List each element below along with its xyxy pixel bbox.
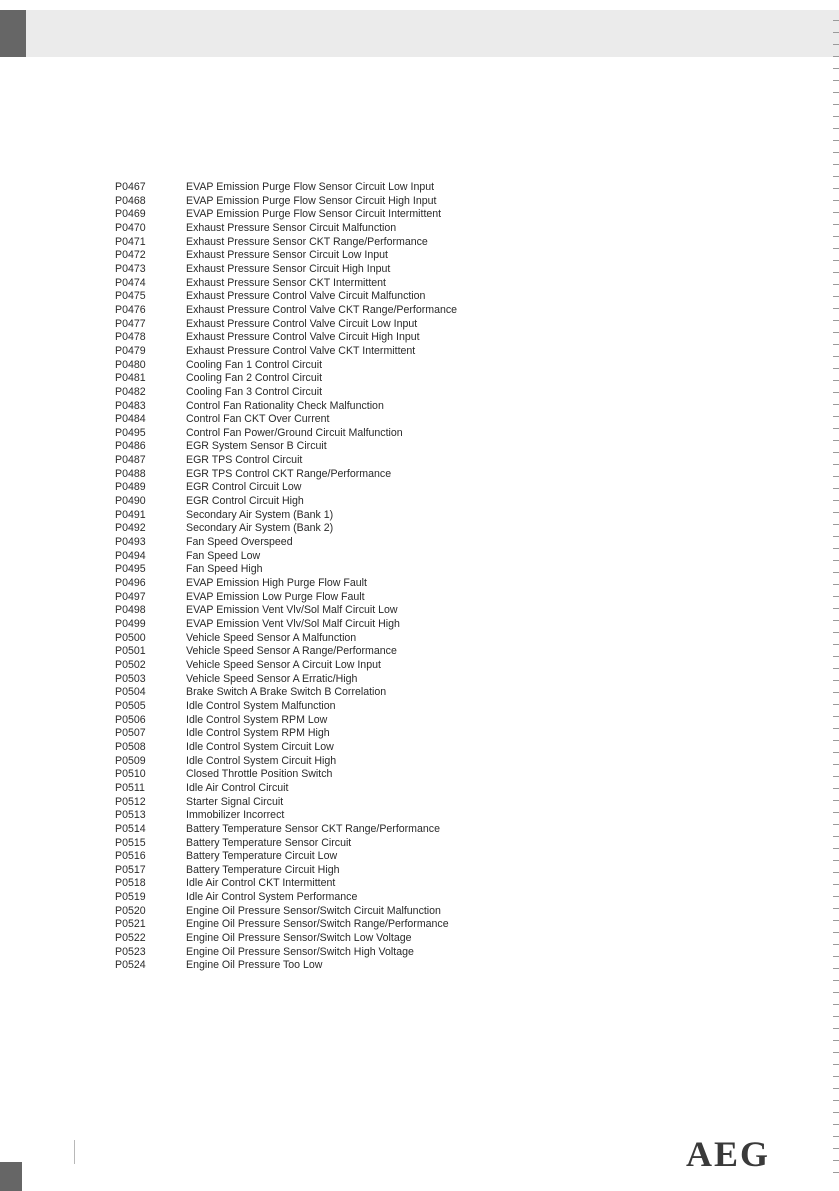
fault-code-row: [115, 946, 457, 960]
crop-tick: [833, 1124, 839, 1125]
crop-tick: [833, 428, 839, 429]
fault-code-row: [115, 413, 457, 427]
fault-code: P0489: [115, 481, 146, 494]
fault-code: P0483: [115, 399, 146, 412]
fault-code-row: [115, 345, 457, 359]
fault-description: Engine Oil Pressure Too Low: [186, 959, 323, 972]
crop-tick: [833, 440, 839, 441]
fault-code-row: [115, 249, 457, 263]
fault-code-row: [115, 782, 457, 796]
crop-tick: [833, 728, 839, 729]
fault-code: P0490: [115, 495, 146, 508]
crop-tick: [833, 680, 839, 681]
fault-description: Exhaust Pressure Control Valve Circuit High Input: [186, 331, 420, 344]
crop-tick: [833, 896, 839, 897]
fault-code-row: [115, 905, 457, 919]
fault-description: Immobilizer Incorrect: [186, 809, 285, 822]
fault-code-row: [115, 796, 457, 810]
fault-description: EVAP Emission Vent Vlv/Sol Malf Circuit Low: [186, 604, 398, 617]
crop-tick: [833, 608, 839, 609]
fault-code: P0502: [115, 658, 146, 671]
fault-code-row: [115, 440, 457, 454]
crop-tick: [833, 704, 839, 705]
fault-code-row: [115, 864, 457, 878]
fault-code-row: [115, 959, 457, 973]
fault-code-row: [115, 645, 457, 659]
fault-code-row: [115, 481, 457, 495]
fault-code-row: [115, 809, 457, 823]
crop-tick: [833, 488, 839, 489]
crop-tick: [833, 1136, 839, 1137]
fault-code-row: [115, 618, 457, 632]
fault-description: Engine Oil Pressure Sensor/Switch Range/Performance: [186, 918, 449, 931]
crop-tick: [833, 380, 839, 381]
fault-code: P0475: [115, 290, 146, 303]
fault-code-row: [115, 850, 457, 864]
fault-code: P0508: [115, 740, 146, 753]
fault-code: P0493: [115, 536, 146, 549]
crop-tick: [833, 116, 839, 117]
crop-tick: [833, 56, 839, 57]
fault-description: Fan Speed Low: [186, 549, 261, 562]
crop-tick: [833, 980, 839, 981]
fault-description: Exhaust Pressure Control Valve Circuit Malfunction: [186, 290, 426, 303]
crop-tick: [833, 512, 839, 513]
fault-description: Vehicle Speed Sensor A Malfunction: [186, 631, 357, 644]
fault-description: EVAP Emission Purge Flow Sensor Circuit Low Input: [186, 181, 435, 193]
fault-description: Control Fan CKT Over Current: [186, 413, 330, 426]
fault-description: Exhaust Pressure Control Valve Circuit Low Input: [186, 317, 418, 330]
fault-code: P0520: [115, 904, 146, 917]
crop-tick: [833, 140, 839, 141]
crop-tick: [833, 500, 839, 501]
crop-tick: [833, 908, 839, 909]
fault-code-row: [115, 318, 457, 332]
fault-code: P0512: [115, 795, 146, 808]
fault-code: P0506: [115, 713, 146, 726]
crop-tick: [833, 1052, 839, 1053]
crop-tick: [833, 536, 839, 537]
fault-code-row: [115, 454, 457, 468]
crop-tick: [833, 332, 839, 333]
fault-description: Secondary Air System (Bank 2): [186, 522, 334, 535]
crop-tick: [833, 692, 839, 693]
fault-code: P0518: [115, 877, 146, 890]
crop-tick: [833, 548, 839, 549]
crop-tick: [833, 356, 839, 357]
fault-code: P0487: [115, 454, 146, 467]
crop-tick: [833, 812, 839, 813]
fault-code-row: [115, 714, 457, 728]
fault-description: Secondary Air System (Bank 1): [186, 508, 334, 521]
fault-code: P0486: [115, 440, 146, 453]
fault-code-row: [115, 277, 457, 291]
fault-code: P0495: [115, 426, 146, 439]
crop-tick: [833, 44, 839, 45]
fault-description: Battery Temperature Circuit High: [186, 863, 340, 876]
fault-description: Exhaust Pressure Sensor Circuit High Input: [186, 262, 391, 275]
fault-code: P0505: [115, 699, 146, 712]
fault-code-row: [115, 823, 457, 837]
crop-tick: [833, 1100, 839, 1101]
fault-code: P0517: [115, 863, 146, 876]
fault-code: P0477: [115, 317, 146, 330]
fault-description: Closed Throttle Position Switch: [186, 768, 333, 781]
crop-tick: [833, 656, 839, 657]
crop-tick: [833, 20, 839, 21]
crop-tick: [833, 320, 839, 321]
fault-description: Exhaust Pressure Sensor CKT Intermittent: [186, 276, 386, 289]
crop-tick: [833, 1148, 839, 1149]
fault-code: P0492: [115, 522, 146, 535]
fault-description: Cooling Fan 1 Control Circuit: [186, 358, 323, 371]
fault-description: Idle Control System Malfunction: [186, 699, 336, 712]
crop-tick: [833, 1028, 839, 1029]
crop-tick: [833, 944, 839, 945]
fault-description: EGR TPS Control Circuit: [186, 454, 303, 467]
header-tab-marker: [0, 10, 26, 57]
fault-code: P0480: [115, 358, 146, 371]
fault-code-row: [115, 359, 457, 373]
fault-code: P0471: [115, 235, 146, 248]
crop-tick: [833, 764, 839, 765]
fault-description: Control Fan Rationality Check Malfunction: [186, 399, 384, 412]
fault-code: P0495: [115, 563, 146, 576]
fault-code: P0519: [115, 891, 146, 904]
crop-tick: [833, 164, 839, 165]
fault-description: EVAP Emission Vent Vlv/Sol Malf Circuit High: [186, 618, 400, 630]
crop-tick: [833, 464, 839, 465]
fault-description: Brake Switch A Brake Switch B Correlation: [186, 686, 387, 699]
fault-code-row: [115, 468, 457, 482]
fault-code-row: [115, 263, 457, 277]
fault-code-row: [115, 236, 457, 250]
fault-code: P0481: [115, 372, 146, 385]
crop-tick: [833, 224, 839, 225]
crop-tick: [833, 824, 839, 825]
crop-tick: [833, 620, 839, 621]
crop-tick: [833, 1076, 839, 1077]
fault-description: Battery Temperature Circuit Low: [186, 850, 338, 863]
fault-description: Vehicle Speed Sensor A Erratic/High: [186, 672, 358, 685]
fault-code-row: [115, 563, 457, 577]
fault-code-row: [115, 536, 457, 550]
fault-code-row: [115, 591, 457, 605]
crop-tick: [833, 188, 839, 189]
fault-code-row: [115, 372, 457, 386]
fault-description: Cooling Fan 2 Control Circuit: [186, 372, 323, 385]
crop-tick: [833, 632, 839, 633]
fault-code: P0516: [115, 850, 146, 863]
fault-code: P0515: [115, 836, 146, 849]
fault-description: EGR Control Circuit Low: [186, 481, 302, 494]
crop-tick: [833, 1064, 839, 1065]
fault-code-row: [115, 427, 457, 441]
fault-code-row: [115, 304, 457, 318]
fault-code: P0514: [115, 822, 146, 835]
crop-tick: [833, 452, 839, 453]
fault-code: P0499: [115, 618, 146, 630]
fault-code-row: [115, 700, 457, 714]
crop-tick: [833, 296, 839, 297]
crop-tick: [833, 1160, 839, 1161]
fault-description: Exhaust Pressure Control Valve CKT Range/Performance: [186, 303, 458, 316]
crop-tick: [833, 104, 839, 105]
fault-code: P0524: [115, 959, 146, 972]
crop-tick: [833, 284, 839, 285]
fault-description: Fan Speed Overspeed: [186, 536, 293, 549]
crop-tick: [833, 344, 839, 345]
crop-tick: [833, 272, 839, 273]
fault-code-row: [115, 891, 457, 905]
crop-tick: [833, 584, 839, 585]
fault-code: P0498: [115, 604, 146, 617]
fault-code: P0522: [115, 932, 146, 945]
crop-tick: [833, 1004, 839, 1005]
crop-tick: [833, 836, 839, 837]
fault-code-row: [115, 837, 457, 851]
fault-description: Idle Air Control Circuit: [186, 781, 289, 794]
fault-code-row: [115, 741, 457, 755]
fault-code: P0488: [115, 467, 146, 480]
crop-tick: [833, 884, 839, 885]
crop-tick: [833, 212, 839, 213]
fault-code-row: [115, 877, 457, 891]
fault-code: P0496: [115, 577, 146, 590]
fault-description: Idle Control System RPM Low: [186, 713, 328, 726]
fault-description: Engine Oil Pressure Sensor/Switch Circuit Malfunction: [186, 904, 441, 917]
crop-tick: [833, 68, 839, 69]
crop-tick: [833, 752, 839, 753]
fault-code: P0476: [115, 303, 146, 316]
fault-code-row: [115, 331, 457, 345]
crop-tick: [833, 248, 839, 249]
fault-description: Idle Control System Circuit Low: [186, 740, 334, 753]
fault-code-row: [115, 768, 457, 782]
fault-description: Battery Temperature Sensor CKT Range/Performance: [186, 822, 440, 835]
fault-code: P0521: [115, 918, 146, 931]
fault-code-row: [115, 755, 457, 769]
crop-tick: [833, 524, 839, 525]
fault-code: P0513: [115, 809, 146, 822]
crop-tick: [833, 920, 839, 921]
crop-tick: [833, 152, 839, 153]
fault-description: EGR System Sensor B Circuit: [186, 440, 327, 453]
crop-tick: [833, 644, 839, 645]
fault-code: P0501: [115, 645, 146, 658]
fault-code-row: [115, 208, 457, 222]
crop-tick: [833, 260, 839, 261]
crop-tick: [833, 308, 839, 309]
footer-tab-marker: [0, 1162, 22, 1191]
fault-description: Vehicle Speed Sensor A Circuit Low Input: [186, 658, 381, 671]
fault-description: Vehicle Speed Sensor A Range/Performance: [186, 645, 397, 658]
fault-code-row: [115, 673, 457, 687]
crop-tick: [833, 992, 839, 993]
fault-description: EGR TPS Control CKT Range/Performance: [186, 467, 392, 480]
crop-tick: [833, 596, 839, 597]
fault-description: Idle Air Control CKT Intermittent: [186, 877, 336, 890]
fault-code-row: [115, 222, 457, 236]
crop-tick: [833, 1112, 839, 1113]
crop-tick: [833, 128, 839, 129]
fault-code: P0468: [115, 194, 146, 207]
crop-tick: [833, 200, 839, 201]
crop-tick: [833, 1040, 839, 1041]
crop-tick: [833, 416, 839, 417]
crop-tick: [833, 788, 839, 789]
fault-description: Idle Control System Circuit High: [186, 754, 337, 767]
crop-tick: [833, 32, 839, 33]
crop-tick: [833, 176, 839, 177]
fault-description: EGR Control Circuit High: [186, 495, 304, 508]
fault-code-row: [115, 632, 457, 646]
fault-code: P0494: [115, 549, 146, 562]
fault-code: P0479: [115, 344, 146, 357]
crop-tick: [833, 956, 839, 957]
fault-description: EVAP Emission Purge Flow Sensor Circuit High Input: [186, 194, 437, 207]
fault-description: EVAP Emission High Purge Flow Fault: [186, 577, 367, 590]
fault-code: P0497: [115, 590, 146, 603]
fault-description: Battery Temperature Sensor Circuit: [186, 836, 352, 849]
crop-tick: [833, 368, 839, 369]
fault-description: Exhaust Pressure Sensor CKT Range/Performance: [186, 235, 428, 248]
page-edge-crop-marks: [828, 0, 839, 1191]
crop-tick: [833, 740, 839, 741]
fault-description: Exhaust Pressure Sensor Circuit Low Input: [186, 249, 388, 262]
fault-description: Cooling Fan 3 Control Circuit: [186, 385, 323, 398]
fault-code-row: [115, 604, 457, 618]
fault-code-row: [115, 932, 457, 946]
fault-code: P0482: [115, 385, 146, 398]
fault-code: P0470: [115, 221, 146, 234]
fault-description: EVAP Emission Low Purge Flow Fault: [186, 590, 365, 603]
crop-tick: [833, 848, 839, 849]
crop-tick: [833, 716, 839, 717]
fault-description: Exhaust Pressure Control Valve CKT Intermittent: [186, 344, 416, 357]
crop-tick: [833, 404, 839, 405]
fault-code-rows: [115, 181, 457, 973]
fault-description: Starter Signal Circuit: [186, 795, 284, 808]
fault-code: P0509: [115, 754, 146, 767]
fault-code: P0491: [115, 508, 146, 521]
crop-tick: [833, 872, 839, 873]
crop-tick: [833, 1172, 839, 1173]
fault-code: P0472: [115, 249, 146, 262]
fault-code-row: [115, 400, 457, 414]
crop-tick: [833, 1088, 839, 1089]
footer-divider: [74, 1140, 75, 1164]
fault-code: P0511: [115, 781, 145, 794]
fault-code-row: [115, 195, 457, 209]
crop-tick: [833, 668, 839, 669]
fault-code-row: [115, 550, 457, 564]
fault-code-row: [115, 918, 457, 932]
fault-code-row: [115, 509, 457, 523]
fault-code: P0500: [115, 631, 146, 644]
fault-code: P0510: [115, 768, 146, 781]
crop-tick: [833, 1016, 839, 1017]
crop-tick: [833, 860, 839, 861]
fault-code: P0484: [115, 413, 146, 426]
crop-tick: [833, 968, 839, 969]
crop-tick: [833, 236, 839, 237]
crop-tick: [833, 80, 839, 81]
fault-code: P0523: [115, 945, 146, 958]
fault-code-table: [115, 181, 457, 973]
fault-code-row: [115, 386, 457, 400]
crop-tick: [833, 932, 839, 933]
fault-code-row: [115, 727, 457, 741]
fault-code: P0503: [115, 672, 146, 685]
fault-code-row: [115, 659, 457, 673]
fault-description: Control Fan Power/Ground Circuit Malfunction: [186, 426, 403, 439]
fault-code-row: [115, 577, 457, 591]
fault-description: Fan Speed High: [186, 563, 263, 576]
fault-code-row: [115, 290, 457, 304]
fault-code: P0478: [115, 331, 146, 344]
fault-description: EVAP Emission Purge Flow Sensor Circuit Intermittent: [186, 208, 442, 221]
fault-code: P0473: [115, 262, 146, 275]
crop-tick: [833, 92, 839, 93]
fault-code: P0474: [115, 276, 146, 289]
fault-code: P0507: [115, 727, 146, 740]
fault-code-row: [115, 522, 457, 536]
crop-tick: [833, 800, 839, 801]
crop-tick: [833, 560, 839, 561]
crop-tick: [833, 776, 839, 777]
aeg-logo: AEG: [686, 1134, 771, 1174]
header-bar: [0, 10, 839, 57]
fault-code: P0467: [115, 181, 146, 193]
crop-tick: [833, 392, 839, 393]
fault-code: P0469: [115, 208, 146, 221]
fault-description: Engine Oil Pressure Sensor/Switch Low Voltage: [186, 932, 412, 945]
crop-tick: [833, 476, 839, 477]
fault-code-row: [115, 495, 457, 509]
fault-code-row: [115, 181, 457, 195]
fault-description: Idle Control System RPM High: [186, 727, 330, 740]
fault-description: Engine Oil Pressure Sensor/Switch High Voltage: [186, 945, 414, 958]
fault-description: Idle Air Control System Performance: [186, 891, 358, 904]
fault-description: Exhaust Pressure Sensor Circuit Malfunction: [186, 221, 397, 234]
fault-code: P0504: [115, 686, 146, 699]
fault-code-row: [115, 686, 457, 700]
crop-tick: [833, 572, 839, 573]
